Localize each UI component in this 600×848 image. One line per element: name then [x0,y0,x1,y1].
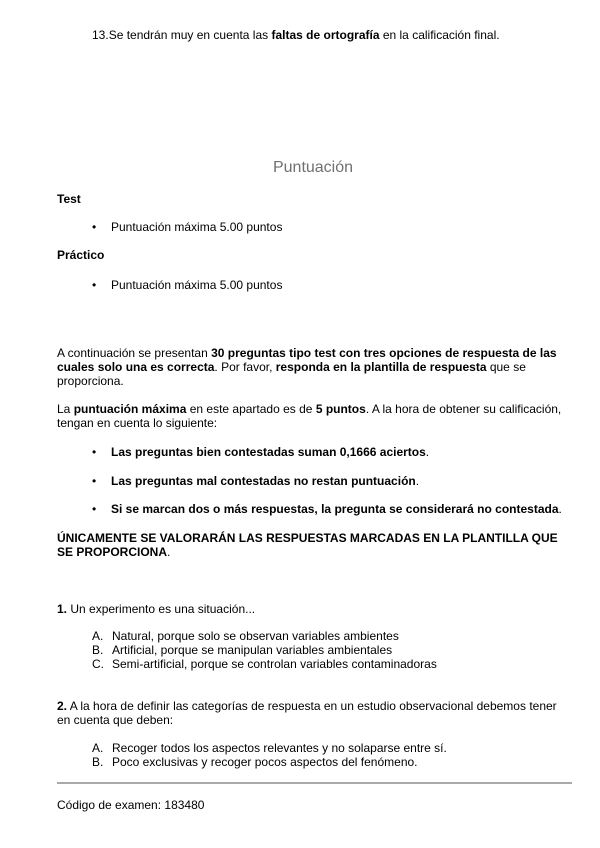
scoring-rule: Si se marcan dos o más respuestas, la pregunta se considerará no contestada. [111,502,562,516]
bullet-icon: • [92,278,97,292]
question-2: 2. A la hora de definir las categorías de respuesta en un estudio observacional debemos tener en cuenta que deben: [57,699,557,727]
bullet-icon: • [92,445,97,459]
question-2-options [92,741,447,769]
bullet-icon: • [92,474,97,488]
scoring-paragraph: La puntuación máxima en este apartado es de 5 puntos. A la hora de obtener su calificación, tengan en cuenta lo siguiente: [57,402,562,430]
option-a[interactable]: A. Recoger todos los aspectos relevantes y no solaparse entre sí. [92,741,447,755]
question-1-options [92,629,437,671]
rule-number: 13. [92,28,109,42]
exam-code: Código de examen: 183480 [57,798,205,812]
practico-item: Puntuación máxima 5.00 puntos [111,278,283,292]
rule-13: 13.Se tendrán muy en cuenta las faltas de ortografía en la calificación final. [92,28,500,42]
option-b[interactable]: B. Poco exclusivas y recoger pocos aspectos del fenómeno. [92,755,418,769]
intro-paragraph: A continuación se presentan 30 preguntas tipo test con tres opciones de respuesta de las cuales solo una es correcta. Por favor, responda en la plantilla de respuesta que se proporciona. [57,346,557,388]
option-b[interactable]: B. Artificial, porque se manipulan variables ambientales [92,643,393,657]
option-c[interactable]: C. Semi-artificial, porque se controlan variables contaminadoras [92,657,437,671]
warning-text: ÚNICAMENTE SE VALORARÁN LAS RESPUESTAS MARCADAS EN LA PLANTILLA QUE SE PROPORCIONA. [57,531,558,559]
question-1: 1. Un experimento es una situación... [57,602,256,616]
option-a[interactable]: A. Natural, porque solo se observan variables ambientes [92,629,399,643]
section-title: Puntuación [272,159,354,176]
scoring-rule: Las preguntas mal contestadas no restan puntuación. [111,474,420,488]
test-item: Puntuación máxima 5.00 puntos [111,220,283,234]
footer-divider [57,782,572,784]
bullet-icon: • [92,220,97,234]
test-heading: Test [57,192,81,206]
practico-heading: Práctico [57,248,105,262]
bullet-icon: • [92,502,97,516]
scoring-rule: Las preguntas bien contestadas suman 0,1666 aciertos. [111,445,430,459]
